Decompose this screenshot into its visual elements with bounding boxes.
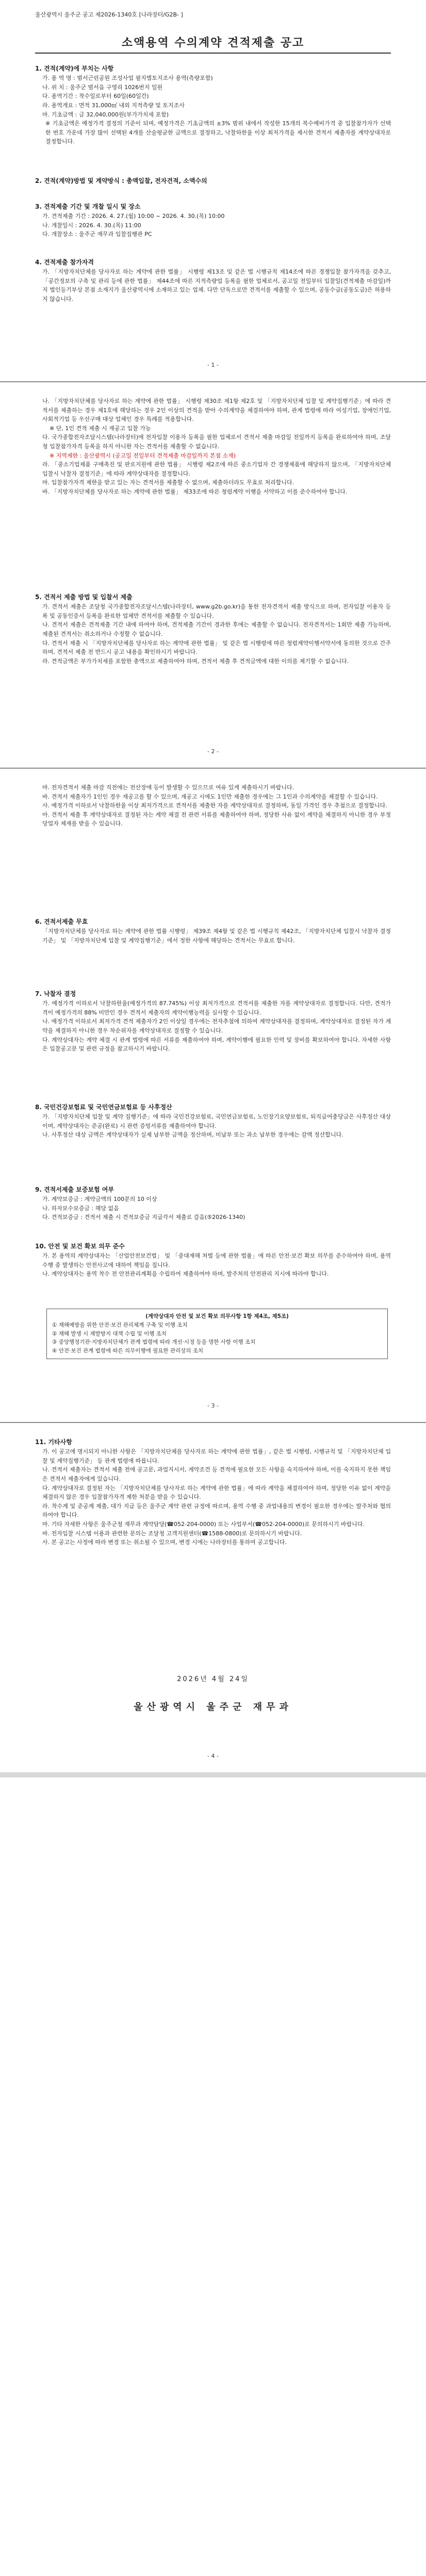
section-9-line: 다. 견적보증금 : 견적서 제출 시 견적보증금 지급각서 제출로 갈음(⑤2026-1340)	[42, 1214, 245, 1221]
section-5-continued	[35, 783, 391, 828]
section-6-heading: 6. 견적서제출 무효	[35, 918, 88, 925]
page-break	[0, 1422, 426, 1423]
document-number: 울산광역시 울주군 공고 제2026-1340호 [나라장터/G2B- ]	[35, 11, 183, 18]
section-11-para: 나. 견적서 제출자는 견적서 제출 전에 공고문, 과업지시서, 계약조건 등 견적에 필요한 모든 사항을 숙지하여야 하며, 이를 숙지하지 못한 책임은 견적서 제출자에게 있습니다.	[42, 1466, 391, 1482]
section-1-line: 라. 용역개요 : 면적 31,000㎡ 내외 지적측량 및 토지조사	[42, 101, 185, 109]
section-5-para: 사. 예정가격 이하로서 낙찰하한율 이상 최저가격으로 견적서를 제출한 자를 계약상대자로 결정하며, 동일 가격인 경우 추첨으로 결정합니다.	[42, 802, 387, 809]
section-5-para: 바. 견적서 제출자가 1인인 경우 재공고를 할 수 있으며, 재공고 시에도 1인만 제출한 경우에는 그 1인과 수의계약을 체결할 수 있습니다.	[42, 793, 378, 800]
section-4-para: 가. 「지방자치단체를 당사자로 하는 계약에 관한 법률」 시행령 제13조 및 같은 법 시행규칙 제14조에 따른 경쟁입찰 참가자격을 갖추고, 「공간정보의 구축 및 관리 등에 관한 법률」 제44조에 따른 지적측량업 등록을 필한 업체로서, 공고일 전일부터 입찰일(견적제출 마감일)까지 법인등기부상 본점 소재지가 울산광역시에 소재하고 있는 업체. 다만 단독으로만 견적서를 제출할 수 있으며, 공동수급(공동도급)은 허용하지 않습니다.	[42, 268, 391, 302]
section-11-para: 바. 전자입찰 시스템 이용과 관련한 문의는 조달청 고객지원센터(☎1588-0800)로 문의하시기 바랍니다.	[42, 1530, 302, 1537]
section-11-para: 마. 기타 자세한 사항은 울주군청 재무과 계약담당(☎052-204-0000) 또는 사업부서(☎052-204-0000)로 문의하시기 바랍니다.	[42, 1520, 365, 1528]
page-break	[0, 768, 426, 769]
section-9	[35, 1185, 391, 1222]
section-9-heading: 9. 견적서제출 보증보험 여부	[35, 1186, 114, 1193]
section-4-para: 나. 「지방자치단체를 당사자로 하는 계약에 관한 법률」 시행령 제30조 제1항 제2호 및 「지방자치단체 입찰 및 계약집행기준」에 따라 견적서를 제출하는 경우 제1호에 해당하는 경우 2인 이상의 견적을 받아 수의계약을 체결하여야 하며, 관계 법령에 따라 여성기업, 장애인기업, 사회적기업 등 우선구매 대상 업체인 경우 특례를 적용합니다.	[42, 398, 391, 423]
section-8-para: 나. 사후정산 대상 금액은 계약상대자가 실제 납부한 금액을 정산하며, 미납부 또는 과소 납부한 경우에는 감액 정산합니다.	[42, 1131, 343, 1139]
section-11-para: 가. 이 공고에 명시되지 아니한 사항은 「지방자치단체를 당사자로 하는 계약에 관한 법률」, 같은 법 시행령, 시행규칙 및 「지방자치단체 입찰 및 계약집행기준」 등 관계 법령에 따릅니다.	[42, 1448, 391, 1464]
title-divider	[35, 53, 391, 54]
section-4-continued	[35, 397, 391, 497]
section-7-heading: 7. 낙찰자 결정	[35, 990, 76, 997]
safety-box-item: ② 재해 발생 시 재발방지 대책 수립 및 이행 조치	[52, 1330, 167, 1337]
section-1	[35, 64, 391, 146]
section-5-para: 아. 견적서 제출 후 계약상대자로 결정된 자는 계약 체결 전 관련 서류를 제출하여야 하며, 정당한 사유 없이 계약을 체결하지 아니한 경우 부정당업자 제재를 받을 수 있습니다.	[42, 811, 391, 827]
section-4-para: 마. 입찰참가자격 제한을 받고 있는 자는 견적서를 제출할 수 없으며, 제출하더라도 무효로 처리합니다.	[42, 479, 294, 486]
section-3	[35, 202, 391, 239]
section-11-para: 사. 본 공고는 사정에 따라 변경 또는 취소될 수 있으며, 변경 시에는 나라장터를 통하여 공고합니다.	[42, 1539, 287, 1546]
section-3-heading: 3. 견적제출 기간 및 개찰 일시 및 장소	[35, 203, 141, 210]
section-5-heading: 5. 견적서 제출 방법 및 입찰서 제출	[35, 594, 133, 601]
announcement-date: 2026년 4월 24일	[177, 1675, 249, 1683]
page-number: - 4 -	[207, 1753, 219, 1759]
section-7	[35, 989, 391, 1054]
section-9-line: 가. 계약보증금 : 계약금액의 100분의 10 이상	[42, 1196, 157, 1203]
section-2-heading: 2. 견적(계약)방법 및 계약방식 : 총액입찰, 전자견적, 소액수의	[35, 177, 207, 184]
section-4-heading: 4. 견적제출 참가자격	[35, 259, 94, 266]
section-9-line: 나. 하자보수보증금 : 해당 없음	[42, 1205, 119, 1212]
section-7-para: 가. 예정가격 이하로서 낙찰하한율(예정가격의 87.745%) 이상 최저가격으로 견적서를 제출한 자를 계약상대자로 결정합니다. 다만, 견적가격이 예정가격의 88% 미만인 경우 견적서 제출자의 계약이행능력을 심사할 수 있습니다.	[42, 1000, 391, 1016]
page-number: - 3 -	[207, 1402, 219, 1409]
section-4	[35, 258, 391, 304]
section-4-para: 다. 국가종합전자조달시스템(나라장터)에 전자입찰 이용자 등록을 필한 업체로서 견적서 제출 마감일 전일까지 등록을 완료하여야 하며, 조달청 입찰참가자격 등록을 하지 아니한 자는 견적서를 제출할 수 없습니다.	[42, 434, 391, 450]
section-4-para: 라. 「중소기업제품 구매촉진 및 판로지원에 관한 법률」 시행령 제2조에 따른 중소기업자 간 경쟁제품에 해당하지 않으며, 「지방자치단체 입찰시 낙찰자 결정기준」에 따라 계약상대자를 결정합니다.	[42, 461, 391, 477]
page-break	[0, 381, 426, 382]
section-8-heading: 8. 국민건강보험료 및 국민연금보험료 등 사후정산	[35, 1104, 172, 1111]
section-10-para: 나. 계약상대자는 용역 착수 전 안전관리계획을 수립하여 제출하여야 하며, 발주처의 안전관리 지시에 따라야 합니다.	[42, 1270, 329, 1278]
section-10-heading: 10. 안전 및 보건 확보 의무 준수	[35, 1243, 125, 1250]
safety-box-item: ③ 중앙행정기관·지방자치단체가 관계 법령에 따라 개선·시정 등을 명한 사항 이행 조치	[52, 1339, 256, 1346]
page-number: - 1 -	[207, 362, 219, 368]
section-7-para: 나. 예정가격 이하로서 최저가격 견적 제출자가 2인 이상일 경우에는 전자추첨에 의하여 계약상대자를 결정하며, 계약상대자로 결정된 자가 계약을 체결하지 아니한 경우 차순위자를 계약상대자로 결정할 수 있습니다.	[42, 1018, 391, 1034]
issuing-office: 울산광역시 울주군 재무과	[134, 1702, 292, 1713]
section-4-note: ※ 단, 1인 견적 제출 시 재공고 입찰 가능	[50, 425, 151, 432]
section-10	[35, 1242, 391, 1279]
section-11	[35, 1437, 391, 1547]
section-11-para: 다. 계약상대자로 결정된 자는 「지방자치단체를 당사자로 하는 계약에 관한 법률」에 따라 계약을 체결하여야 하며, 정당한 이유 없이 계약을 체결하지 않은 경우 입찰참가자격 제한 처분을 받을 수 있습니다.	[42, 1484, 391, 1501]
section-10-para: 가. 본 용역의 계약상대자는 「산업안전보건법」 및 「중대재해 처벌 등에 관한 법률」에 따른 안전·보건 확보 의무를 준수하여야 하며, 용역 수행 중 발생하는 안전사고에 대하여 책임을 집니다.	[42, 1252, 391, 1268]
safety-obligations-box	[46, 1309, 388, 1359]
section-8-para: 가. 「지방자치단체 입찰 및 계약 집행기준」에 따라 국민건강보험료, 국민연금보험료, 노인장기요양보험료, 퇴직급여충당금은 사후정산 대상이며, 계약상대자는 준공(완료) 시 관련 증빙서류를 제출하여야 합니다.	[42, 1113, 391, 1129]
section-1-heading: 1. 견적(계약)에 부치는 사항	[35, 65, 114, 72]
section-6	[35, 917, 391, 945]
section-5-para: 다. 견적서 제출 시 「지방자치단체를 당사자로 하는 계약에 관한 법률」 및 같은 법 시행령에 따른 청렴계약이행서약서에 동의한 것으로 간주하며, 견적서 제출 전 반드시 공고 내용을 확인하시기 바랍니다.	[42, 639, 391, 656]
section-1-line: 가. 용 역 명 : 범서근린공원 조성사업 필지별토지조사 용역(측량포함)	[42, 75, 213, 82]
section-5-para: 라. 견적금액은 부가가치세를 포함한 총액으로 제출하여야 하며, 견적서 제출 후 견적금액에 대한 이의를 제기할 수 없습니다.	[42, 657, 349, 665]
region-restriction-note: ※ 지역제한 : 울산광역시 (공고일 전일부터 견적제출 마감일까지 본점 소재)	[50, 452, 236, 459]
section-1-note: ※ 기초금액은 예정가격 결정의 기준이 되며, 예정가격은 기초금액의 ±3% 범위 내에서 작성한 15개의 복수예비가격 중 입찰참가자가 선택한 번호 가운데 가장 많이 선택된 4개를 산술평균한 금액으로 결정하고, 낙찰하한율 이상 최저가격을 제시한 견적서 제출자를 계약상대자로 결정합니다.	[45, 120, 391, 145]
section-6-para: 「지방자치단체를 당사자로 하는 계약에 관한 법률 시행령」 제39조 제4항 및 같은 법 시행규칙 제42조, 「지방자치단체 입찰시 낙찰자 결정기준」 및 「지방자치단체 입찰 및 계약집행기준」에서 정한 사항에 해당하는 견적서는 무효로 합니다.	[42, 928, 391, 944]
section-8	[35, 1103, 391, 1140]
section-5	[35, 592, 391, 666]
safety-box-item: ④ 안전·보건 관계 법령에 따른 의무이행에 필요한 관리상의 조치	[52, 1348, 204, 1354]
section-1-line: 나. 위 치 : 울주군 범서읍 구영리 1026번지 일원	[42, 83, 163, 91]
section-11-heading: 11. 기타사항	[35, 1438, 72, 1446]
section-2	[35, 176, 391, 186]
section-11-para: 라. 착수계 및 준공계 제출, 대가 지급 등은 울주군 계약 관련 규정에 따르며, 용역 수행 중 과업내용의 변경이 필요한 경우에는 발주처와 협의하여야 합니다.	[42, 1502, 391, 1519]
section-1-line: 마. 기초금액 : 금 32,040,000원(부가가치세 포함)	[42, 111, 169, 118]
section-3-line: 나. 개찰일시 : 2026. 4. 30.(목) 11:00	[42, 222, 141, 229]
section-5-para: 가. 견적서 제출은 조달청 국가종합전자조달시스템(나라장터, www.g2b.go.kr)을 통한 전자견적서 제출 방식으로 하며, 전자입찰 이용자 등록 및 공동인증서 등록을 완료한 업체만 견적서를 제출할 수 있습니다.	[42, 603, 391, 619]
page-number: - 2 -	[207, 748, 219, 755]
safety-box-item: ① 재해예방을 위한 안전·보건 관리체계 구축 및 이행 조치	[52, 1321, 188, 1328]
section-4-para: 바. 「지방자치단체를 당사자로 하는 계약에 관한 법률」 제33조에 따른 청렴계약 이행을 서약하고 이를 준수하여야 합니다.	[42, 488, 348, 495]
section-3-line: 가. 견적제출 기간 : 2026. 4. 27.(월) 10:00 ~ 2026. 4. 30.(목) 10:00	[42, 213, 225, 220]
section-5-para: 마. 전자견적서 제출 마감 직전에는 전산장애 등이 발생할 수 있으므로 여유 있게 제출하시기 바랍니다.	[42, 784, 294, 791]
safety-box-title: (계약상대자 안전 및 보건 확보 의무사항 1항 제4조, 제5조)	[145, 1313, 289, 1319]
page-title: 소액용역 수의계약 견적제출 공고	[121, 37, 305, 49]
section-1-line: 다. 용역기간 : 착수일로부터 60일(60일간)	[42, 93, 149, 100]
section-5-para: 나. 견적서 제출은 견적제출 기간 내에 하여야 하며, 견적제출 기간이 경과한 후에는 제출할 수 없습니다. 전자견적서는 1회만 제출 가능하며, 제출된 견적서는 취소하거나 수정할 수 없습니다.	[42, 621, 391, 637]
section-7-para: 다. 계약상대자는 계약 체결 시 관계 법령에 따른 서류를 제출하여야 하며, 계약이행에 필요한 인력 및 장비를 확보하여야 합니다. 자세한 사항은 입찰공고문 및 관련 규정을 참고하시기 바랍니다.	[42, 1036, 391, 1053]
section-3-line: 다. 개찰장소 : 울주군 재무과 입찰집행관 PC	[42, 231, 152, 238]
page-end-bar	[0, 1772, 426, 1777]
